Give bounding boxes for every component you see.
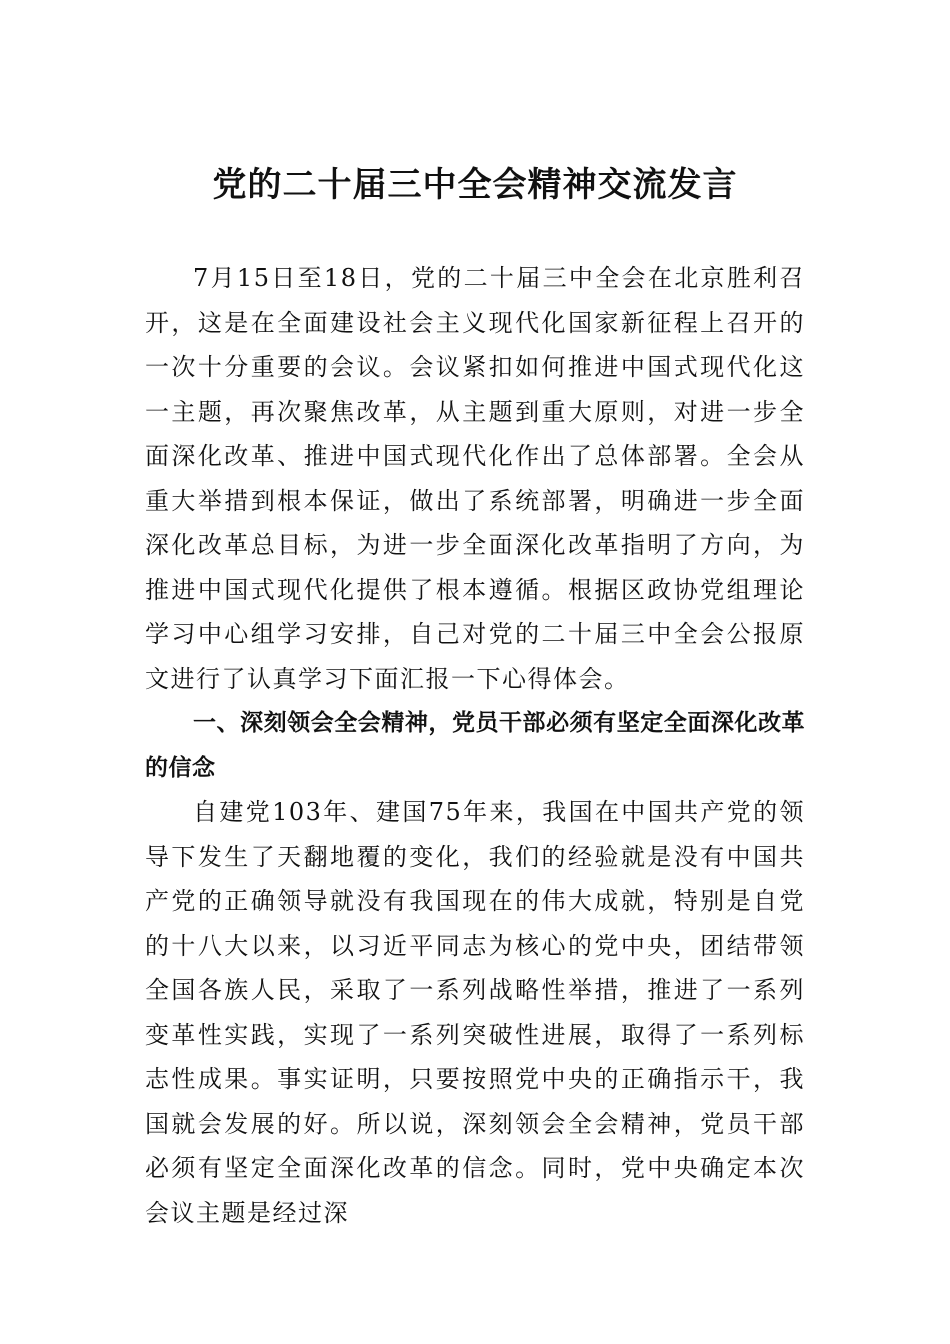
document-title: 党的二十届三中全会精神交流发言 [212,165,738,205]
section-heading-1: 一、深刻领会全会精神，党员干部必须有坚定全面深化改革的信念 [145,710,805,781]
section-1-paragraph: 自建党103年、建国75年来，我国在中国共产党的领导下发生了天翻地覆的变化，我们的经验就是没有中国共产党的正确领导就没有我国现在的伟大成就，特别是自党的十八大以来，以习近平同志为核心的党中央，团结带领全国各族人民，采取了一系列战略性举措，推进了一系列变革性实践，实现了一系列突破性进展，取得了一系列标志性成果。事实证明，只要按照党中央的正确指示干，我国就会发展的好。所以说，深刻领会全会精神，党员干部必须有坚定全面深化改革的信念。同时，党中央确定本次会议主题是经过深 [145,798,805,1227]
intro-paragraph: 7月15日至18日，党的二十届三中全会在北京胜利召开，这是在全面建设社会主义现代化国家新征程上召开的一次十分重要的会议。会议紧扣如何推进中国式现代化这一主题，再次聚焦改革，从主题到重大原则，对进一步全面深化改革、推进中国式现代化作出了总体部署。全会从重大举措到根本保证，做出了系统部署，明确进一步全面深化改革总目标，为进一步全面深化改革指明了方向，为推进中国式现代化提供了根本遵循。根据区政协党组理论学习中心组学习安排，自己对党的二十届三中全会公报原文进行了认真学习下面汇报一下心得体会。 [145,264,805,693]
document-body [145,256,805,1235]
